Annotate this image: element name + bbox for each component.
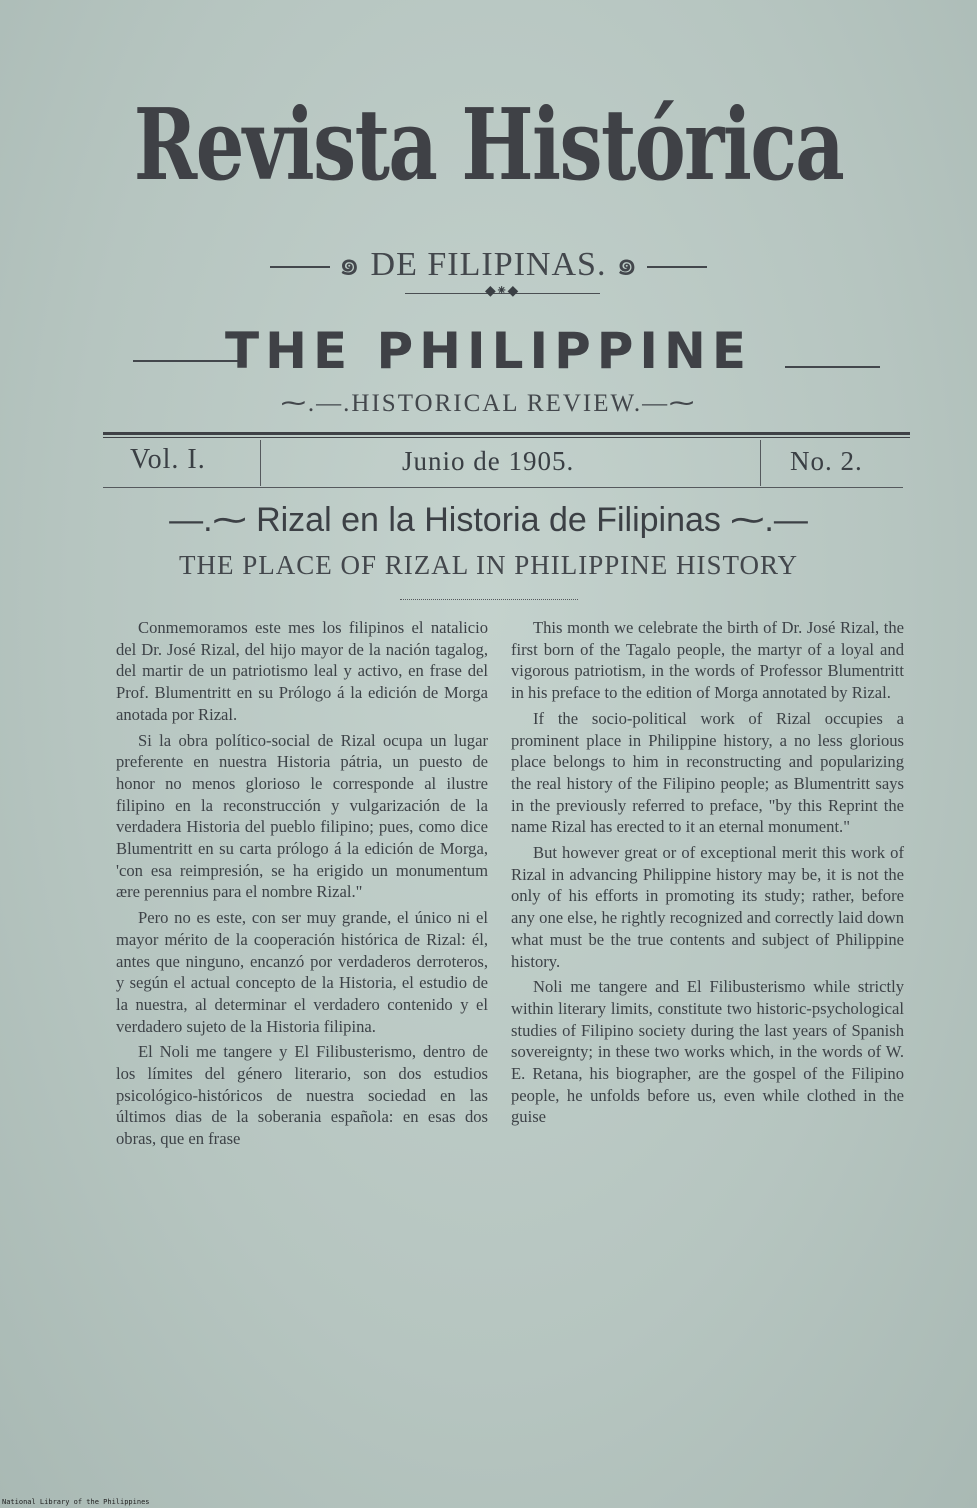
masthead-subtitle: [0, 236, 977, 290]
article-title-es: [0, 500, 977, 540]
issue-separator: [760, 440, 761, 486]
article-title-en: THE PLACE OF RIZAL IN PHILIPPINE HISTORY: [178, 550, 798, 580]
issue-number: No. 2.: [790, 446, 863, 476]
subtitle-text: DE FILIPINAS.: [370, 246, 607, 283]
flourish-icon: —.⁓: [169, 501, 257, 539]
paragraph: El Noli me tangere y El Filibusterismo, dentro de los límites del género literario, son dos estudios psicológico-históricos de nuestra sociedad en las últimos dias de la soberania española: en esas dos obras, que en frase: [116, 1042, 488, 1149]
flourish-icon: ⁓.—.: [280, 390, 352, 417]
ornament-divider: [405, 284, 600, 299]
english-title: THE PHILIPPINE: [225, 322, 752, 380]
ornament-rule-left: [270, 266, 330, 268]
paragraph: But however great or of exceptional merit this work of Rizal in advancing Philippine history may be, it is not the only of his efforts in promoting its study; rather, before any one else, he rightly recognized and correctly laid down what must be the true contents and subject of Philippine history.: [511, 843, 904, 971]
paragraph: This month we celebrate the birth of Dr. José Rizal, the first born of the Tagalo people, the martyr of a loyal and vigorous patriotism, in the words of Professor Blumentritt in his preface to the edition of Morga annotated by Rizal.: [511, 618, 904, 703]
article-title-es-text: Rizal en la Historia de Filipinas: [256, 501, 721, 539]
paragraph: Noli me tangere and El Filibusterismo while strictly within literary limits, constitute two historic-psychological studies of Filipino society during the last years of Spanish sovereignty; in these two works which, in the words of W. E. Retana, his biographer, are the gospel of the Filipino people, he unfolds before us, even while clothed in the guise: [511, 977, 904, 1127]
header-rule-thin: [103, 437, 910, 438]
issue-date: Junio de 1905.: [402, 446, 575, 476]
english-subtitle: [0, 388, 977, 418]
spanish-column: [116, 617, 488, 1154]
flourish-icon: ⁓.—: [720, 501, 808, 539]
fleuron-icon: ◆⁕◆: [485, 284, 519, 299]
swirl-ornament-icon: ๑: [606, 246, 639, 283]
swirl-ornament-icon: ๑: [338, 246, 371, 283]
flourish-icon: .—⁓: [633, 390, 697, 417]
issue-bottom-rule: [103, 487, 903, 488]
masthead-title: Revista Histórica: [133, 88, 844, 203]
volume-label: Vol. I.: [130, 444, 206, 475]
article-title-rule: [400, 599, 578, 600]
english-column: [511, 617, 904, 1132]
paragraph: Pero no es este, con ser muy grande, el único ni el mayor mérito de la cooperación histórica de Rizal: él, antes que ninguno, encanzó por verdaderos derroteros, y según el actual concepto de la Historia, el estudio de la nuestra, al determinar el verdadero contenido y el verdadero sujeto de la Historia filipina.: [116, 908, 488, 1036]
source-credit: National Library of the Philippines: [2, 1498, 150, 1506]
header-rule-thick: [103, 432, 910, 435]
english-title-rule-right: [785, 366, 880, 368]
paragraph: Conmemoramos este mes los filipinos el natalicio del Dr. José Rizal, del hijo mayor de la nación tagalog, del martir de un patriotismo leal y activo, en frase del Prof. Blumentritt en su Prólogo á la edición de Morga anotada por Rizal.: [116, 618, 488, 724]
english-subtitle-text: HISTORICAL REVIEW: [351, 390, 634, 417]
paragraph: Si la obra político-social de Rizal ocupa un lugar preferente en nuestra Historia pátria, un puesto de honor no menos glorioso le corresponde al ilustre filipino en la reconstrucción y vulgarización de la verdadera Historia del pueblo filipino; pues, como dice Blumentritt en su carta prólogo á la edición de Morga, 'con esa reimpresión, se ha erigido un monumentum ære perennius para el nombre Rizal.": [116, 730, 488, 902]
paragraph: If the socio-political work of Rizal occupies a prominent place in Philippine history, a no less glorious place belongs to him in reconstructing and popularizing the real history of the Filipino people; as Blumentritt says in the previously referred to preface, "by this Reprint the name Rizal has erected to it an eternal monument.": [511, 708, 904, 837]
issue-separator: [260, 440, 261, 486]
ornament-rule-right: [647, 266, 707, 268]
